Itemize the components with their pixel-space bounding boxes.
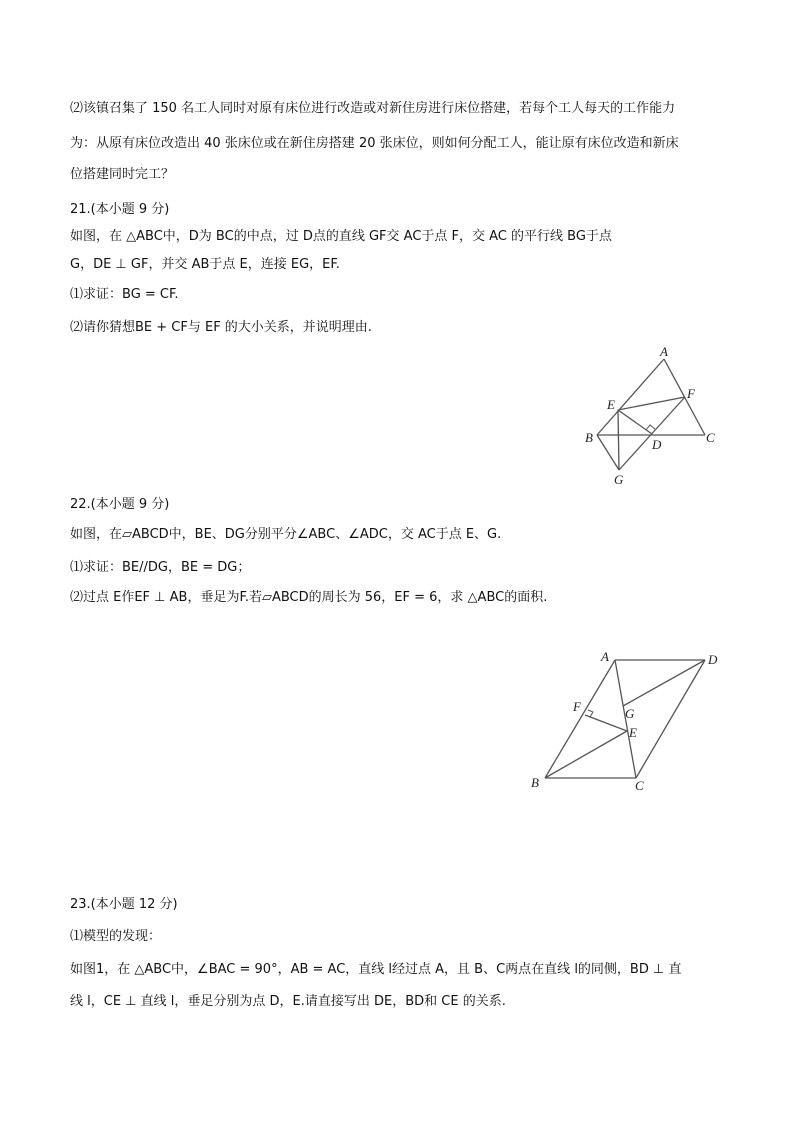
label-F: F bbox=[573, 699, 581, 714]
question-header: 21.(本小题 9 分) bbox=[70, 202, 170, 217]
label-C: C bbox=[635, 778, 644, 793]
question-header: 22.(本小题 9 分) bbox=[70, 497, 170, 512]
text-line: ⑴求证：BE//DG，BE = DG； bbox=[70, 560, 251, 575]
text-line: 线 l，CE ⊥ 直线 l，垂足分别为点 D，E.请直接写出 DE，BD和 CE 的关系. bbox=[70, 994, 506, 1009]
question-header: 23.(本小题 12 分) bbox=[70, 897, 178, 912]
label-E: E bbox=[629, 725, 637, 740]
label-E: E bbox=[607, 397, 615, 412]
label-F: F bbox=[687, 386, 695, 401]
text-line: 如图，在 △ABC中，D为 BC的中点，过 D点的直线 GF交 AC于点 F，交 AC 的平行线 BG于点 bbox=[70, 229, 612, 244]
label-D: D bbox=[708, 652, 718, 667]
text-line: ⑴模型的发现： bbox=[70, 929, 162, 944]
label-C: C bbox=[706, 430, 715, 445]
label-B: B bbox=[531, 775, 539, 790]
text-line: ⑵请你猜想BE + CF与 EF 的大小关系，并说明理由. bbox=[70, 320, 372, 335]
text-line: ⑴求证：BG = CF. bbox=[70, 287, 179, 302]
label-G: G bbox=[625, 706, 635, 721]
label-A: A bbox=[601, 649, 609, 664]
text-line: 如图，在▱ABCD中，BE、DG分别平分∠ABC、∠ADC，交 AC于点 E、G. bbox=[70, 527, 502, 542]
text-line: ⑵该镇召集了 150 名工人同时对原有床位进行改造或对新住房进行床位搭建，若每个工人每天的工作能力 bbox=[70, 101, 676, 116]
text-line: 为：从原有床位改造出 40 张床位或在新住房搭建 20 张床位，则如何分配工人，能让原有床位改造和新床 bbox=[70, 136, 679, 151]
text-line: 位搭建同时完工？ bbox=[70, 167, 175, 182]
label-A: A bbox=[660, 344, 668, 359]
label-D: D bbox=[652, 437, 662, 452]
text-line: G，DE ⊥ GF，并交 AB于点 E，连接 EG，EF. bbox=[70, 257, 340, 272]
text-line: 如图1，在 △ABC中，∠BAC = 90°，AB = AC，直线 l经过点 A，且 B、C两点在直线 l的同侧，BD ⊥ 直 bbox=[70, 962, 682, 977]
triangle-figure bbox=[597, 359, 705, 470]
label-G: G bbox=[614, 472, 624, 487]
text-line: ⑵过点 E作EF ⊥ AB，垂足为F.若▱ABCD的周长为 56，EF = 6，求 △ABC的面积. bbox=[70, 590, 548, 605]
label-B: B bbox=[585, 430, 593, 445]
